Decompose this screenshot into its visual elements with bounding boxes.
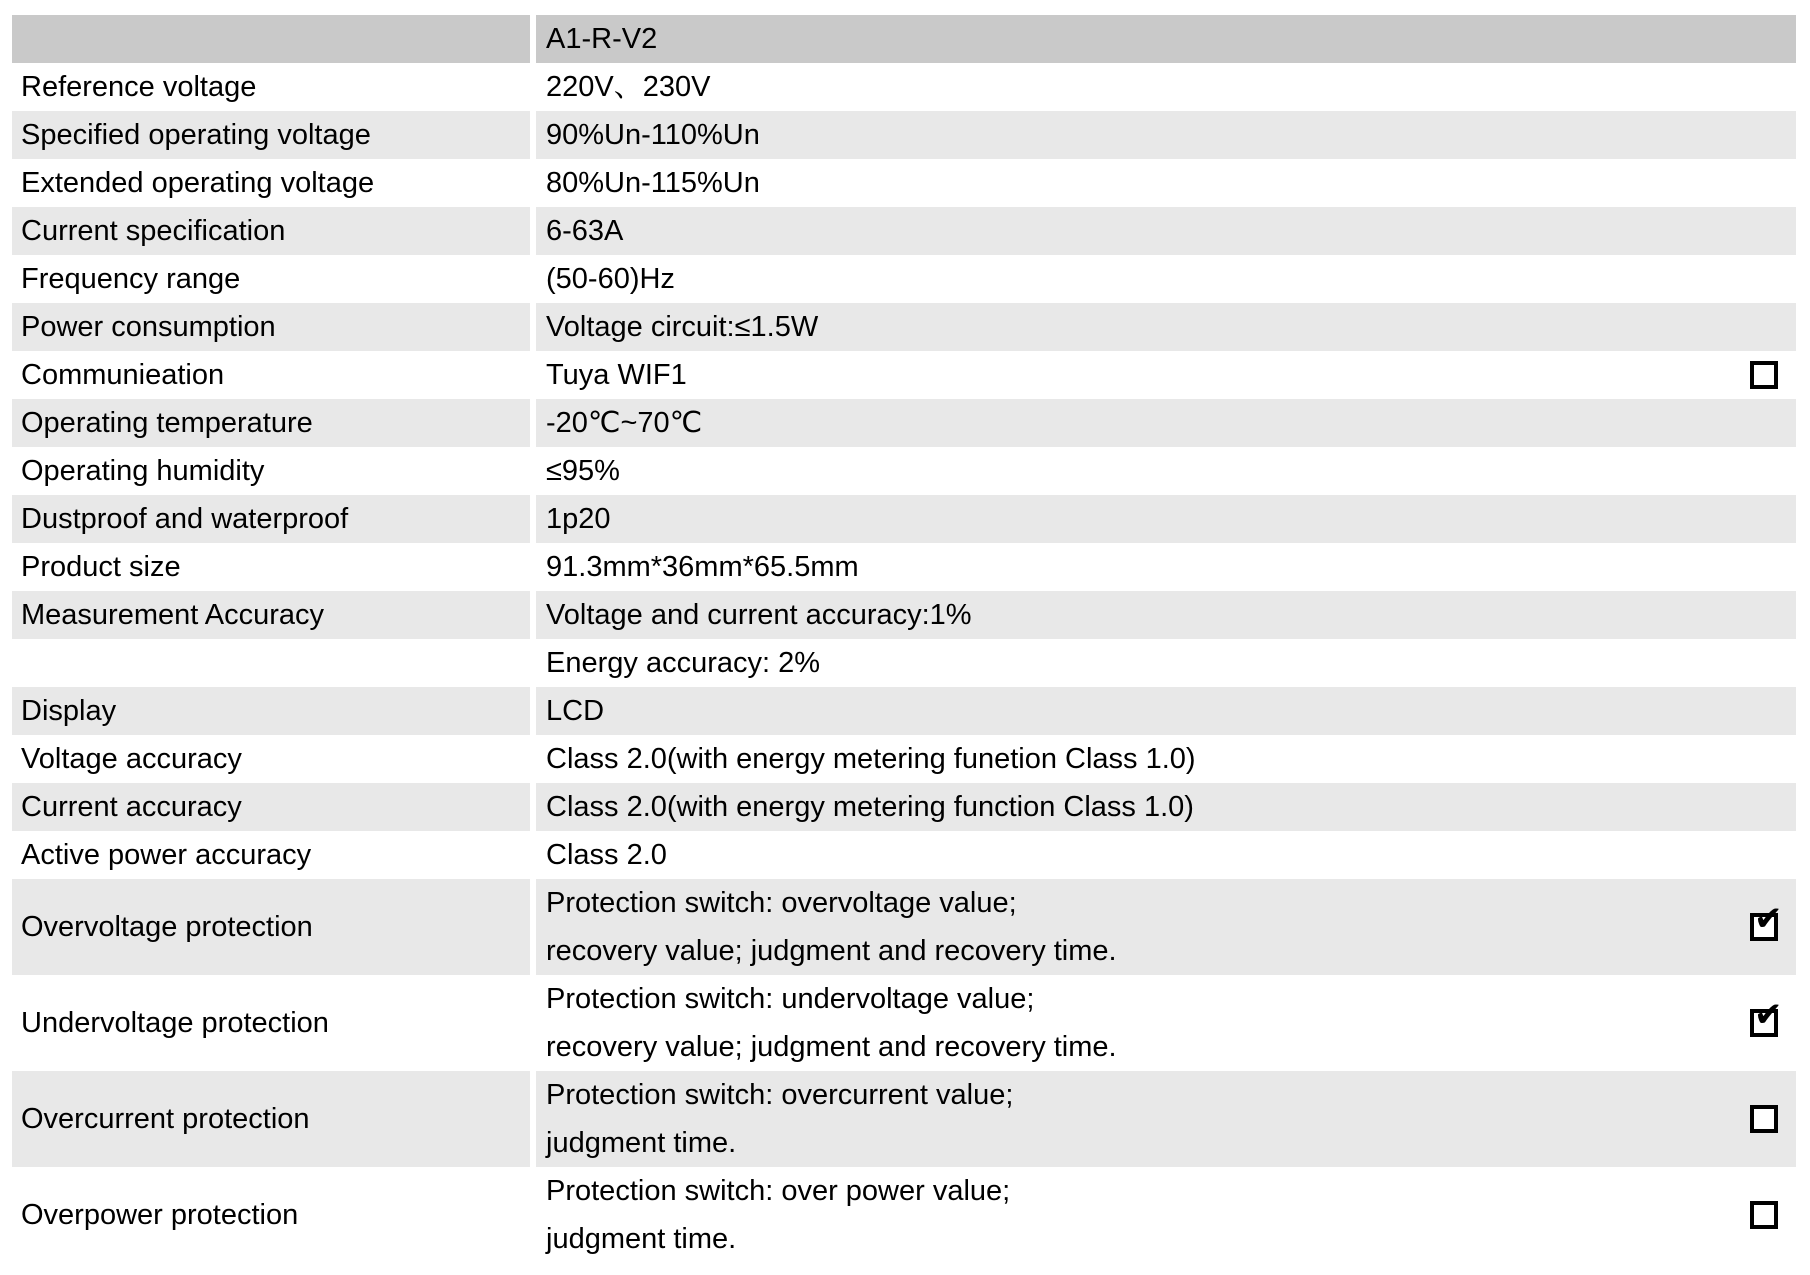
row-label-cell [12, 495, 530, 543]
row-value-cell [536, 975, 1796, 1071]
table-row [12, 399, 1796, 447]
row-value: 1p20 [546, 503, 611, 535]
table-row [12, 783, 1796, 831]
row-value: recovery value; judgment and recovery time. [546, 935, 1117, 967]
table-row [12, 111, 1796, 159]
table-header-row [12, 15, 1796, 63]
row-label-cell [12, 783, 530, 831]
checkbox-unchecked-icon[interactable] [1750, 1201, 1778, 1229]
table-row [12, 255, 1796, 303]
table-row [12, 687, 1796, 735]
table-row [12, 1071, 1796, 1167]
table-row [12, 975, 1796, 1071]
row-value-cell [536, 351, 1796, 399]
row-label-cell [12, 687, 530, 735]
row-value-cell [536, 591, 1796, 639]
row-value: Voltage and current accuracy:1% [546, 599, 972, 631]
row-label-cell [12, 735, 530, 783]
header-empty-cell [12, 15, 530, 63]
row-label: Extended operating voltage [21, 167, 375, 199]
row-label-cell [12, 111, 530, 159]
row-value-cell [536, 543, 1796, 591]
row-value: Class 2.0(with energy metering funetion Class 1.0) [546, 743, 1196, 775]
table-row [12, 159, 1796, 207]
row-value-cell [536, 63, 1796, 111]
row-label: Communieation [21, 359, 225, 391]
checkbox-unchecked-icon[interactable] [1750, 1105, 1778, 1133]
row-value-cell [536, 111, 1796, 159]
row-label: Overpower protection [21, 1199, 299, 1231]
row-value-cell [536, 159, 1796, 207]
row-value: Protection switch: over power value; [546, 1175, 1011, 1207]
row-label-cell [12, 255, 530, 303]
row-label: Undervoltage protection [21, 1007, 329, 1039]
row-value: Class 2.0 [546, 839, 667, 871]
row-value: Voltage circuit:≤1.5W [546, 311, 819, 343]
row-value: ≤95% [546, 455, 620, 487]
row-label-cell [12, 159, 530, 207]
row-value-cell [536, 1071, 1796, 1167]
row-value: recovery value; judgment and recovery time. [546, 1031, 1117, 1063]
row-label-cell [12, 1071, 530, 1167]
row-label-cell [12, 303, 530, 351]
row-value: -20℃~70℃ [546, 407, 703, 439]
table-row [12, 303, 1796, 351]
table-row [12, 63, 1796, 111]
row-label: Dustproof and waterproof [21, 503, 349, 535]
check-mark-icon: ✔ [1754, 900, 1783, 938]
row-label: Frequency range [21, 263, 241, 295]
row-value-cell [536, 1167, 1796, 1263]
row-value: Protection switch: overvoltage value; [546, 887, 1017, 919]
row-value: 91.3mm*36mm*65.5mm [546, 551, 859, 583]
row-value-cell [536, 303, 1796, 351]
row-value-cell [536, 447, 1796, 495]
row-label: Active power accuracy [21, 839, 312, 871]
row-value-cell [536, 783, 1796, 831]
row-value: LCD [546, 695, 605, 727]
spec-table [12, 15, 1796, 1263]
row-label: Reference voltage [21, 71, 257, 103]
row-label: Measurement Accuracy [21, 599, 325, 631]
row-value-cell [536, 687, 1796, 735]
row-value: Class 2.0(with energy metering function Class 1.0) [546, 791, 1194, 823]
table-row [12, 1167, 1796, 1263]
row-label-cell [12, 351, 530, 399]
row-label-cell [12, 975, 530, 1071]
row-label-cell [12, 399, 530, 447]
row-label: Product size [21, 551, 181, 583]
row-value: 220V、230V [546, 71, 711, 103]
row-value-cell [536, 207, 1796, 255]
row-value: (50-60)Hz [546, 263, 675, 295]
row-value: judgment time. [546, 1127, 737, 1159]
row-label: Operating temperature [21, 407, 313, 439]
row-label: Overcurrent protection [21, 1103, 310, 1135]
row-label-cell [12, 207, 530, 255]
row-label: Specified operating voltage [21, 119, 371, 151]
check-mark-icon: ✔ [1754, 996, 1783, 1034]
row-label: Display [21, 695, 117, 727]
table-row [12, 543, 1796, 591]
table-row [12, 447, 1796, 495]
table-body [12, 63, 1796, 1263]
row-value-cell [536, 255, 1796, 303]
row-value: Tuya WIF1 [546, 359, 687, 391]
row-label: Overvoltage protection [21, 911, 313, 943]
table-row [12, 495, 1796, 543]
row-label-cell [12, 447, 530, 495]
table-row [12, 639, 1796, 687]
row-value: Energy accuracy: 2% [546, 647, 821, 679]
row-label-cell [12, 543, 530, 591]
row-label-cell [12, 63, 530, 111]
row-value: 80%Un-115%Un [546, 167, 760, 199]
checkbox-checked-icon[interactable] [1750, 900, 1783, 941]
table-row [12, 207, 1796, 255]
row-label-cell [12, 831, 530, 879]
row-value: judgment time. [546, 1223, 737, 1255]
row-value: 90%Un-110%Un [546, 119, 760, 151]
row-label: Current specification [21, 215, 286, 247]
row-label: Power consumption [21, 311, 276, 343]
table-row [12, 735, 1796, 783]
row-label-cell [12, 879, 530, 975]
header-model-cell [536, 15, 1796, 63]
row-value: 6-63A [546, 215, 624, 247]
row-value: Protection switch: overcurrent value; [546, 1079, 1014, 1111]
row-value-cell [536, 735, 1796, 783]
row-label: Current accuracy [21, 791, 242, 823]
model-name: A1-R-V2 [546, 23, 658, 55]
row-label: Operating humidity [21, 455, 265, 487]
row-value: Protection switch: undervoltage value; [546, 983, 1035, 1015]
row-label-cell [12, 639, 530, 687]
table-row [12, 879, 1796, 975]
row-value-cell [536, 879, 1796, 975]
row-label-cell [12, 591, 530, 639]
table-row [12, 831, 1796, 879]
row-value-cell [536, 399, 1796, 447]
table-row [12, 351, 1796, 399]
row-value-cell [536, 495, 1796, 543]
row-label: Voltage accuracy [21, 743, 242, 775]
row-label-cell [12, 1167, 530, 1263]
checkbox-checked-icon[interactable] [1750, 996, 1783, 1037]
row-value-cell [536, 639, 1796, 687]
checkbox-unchecked-icon[interactable] [1750, 361, 1778, 389]
row-value-cell [536, 831, 1796, 879]
table-row [12, 591, 1796, 639]
